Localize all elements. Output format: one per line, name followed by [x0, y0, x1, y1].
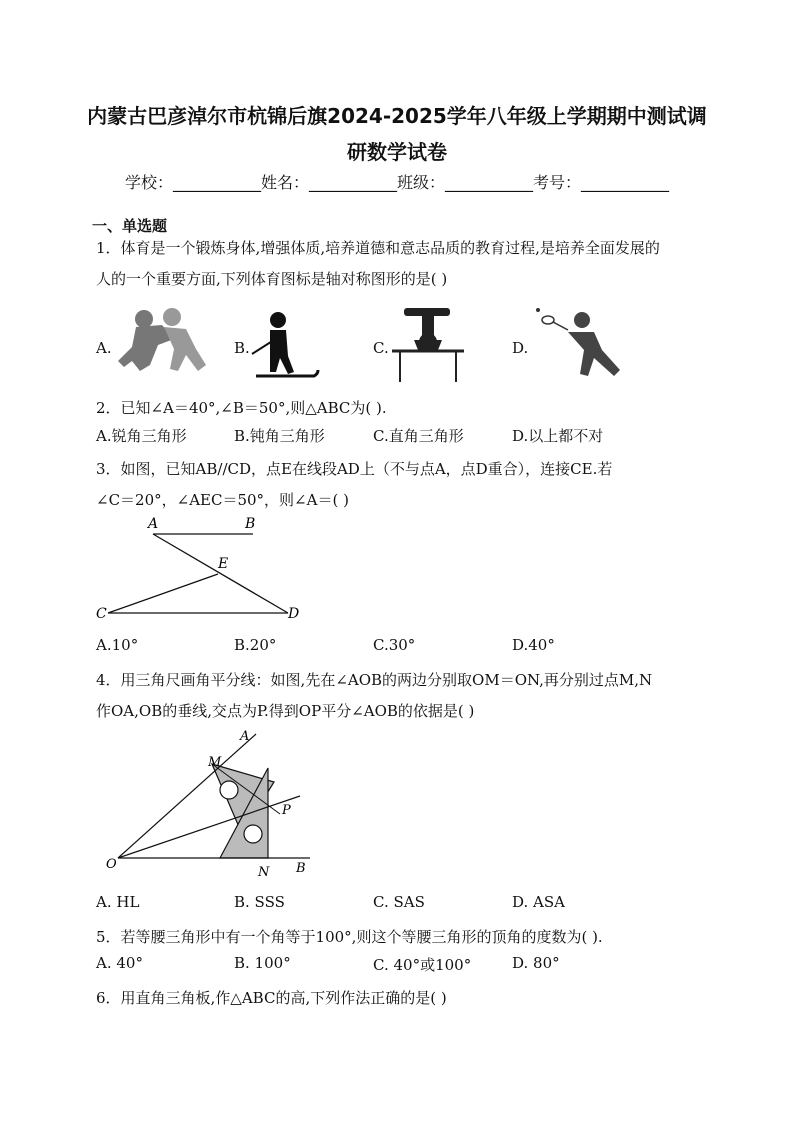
q2-option-c: C.直角三角形: [373, 427, 464, 445]
q2-option-b: B.钝角三角形: [234, 427, 325, 445]
label-c: C: [96, 606, 107, 622]
question-5-text: 5．若等腰三角形中有一个角等于100°,则这个等腰三角形的顶角的度数为( ).: [96, 928, 603, 946]
segment-ad: [153, 534, 288, 613]
question-4-text-line1: 4．用三角尺画角平分线：如图,先在∠AOB的两边分别取OM＝ON,再分别过点M,N: [96, 671, 653, 689]
label-d: D: [288, 606, 300, 622]
segment-ce: [108, 574, 218, 613]
question-2-text: 2．已知∠A＝40°,∠B＝50°,则△ABC为( ).: [96, 399, 387, 417]
wrestling-pictogram-icon: [114, 305, 218, 377]
q1-option-c-label: C.: [373, 339, 389, 357]
label-a: A: [148, 516, 159, 532]
q2-option-a: A.锐角三角形: [96, 427, 187, 445]
q5-option-a: A. 40°: [96, 954, 143, 972]
q5-option-d: D. 80°: [512, 954, 560, 972]
label-p: P: [282, 803, 291, 818]
q3-geometry-figure: [90, 512, 310, 622]
vaulting-pictogram-icon: [388, 306, 468, 384]
label-b: B: [245, 516, 256, 532]
q4-option-d: D. ASA: [512, 893, 565, 911]
q4-option-b: B. SSS: [234, 893, 285, 911]
exam-title-line2: 研数学试卷: [347, 140, 447, 164]
question-3-text-line2: ∠C＝20°，∠AEC＝50°，则∠A＝( ): [96, 491, 349, 509]
exam-title-line1: 内蒙古巴彦淖尔市杭锦后旗2024-2025学年八年级上学期期中测试调: [87, 104, 707, 128]
skiing-pictogram-icon: [248, 310, 320, 382]
q1-option-d-label: D.: [512, 339, 529, 357]
question-1-text-line2: 人的一个重要方面,下列体育图标是轴对称图形的是( ): [96, 270, 448, 288]
question-4-text-line2: 作OA,OB的垂线,交点为P.得到OP平分∠AOB的依据是( ): [96, 702, 475, 720]
q3-option-c: C.30°: [373, 636, 416, 654]
q3-option-a: A.10°: [96, 636, 139, 654]
student-info-line: 学校：___________姓名：___________班级：___________考号：___________: [124, 173, 669, 192]
label-b: B: [296, 861, 306, 876]
label-e: E: [218, 556, 229, 572]
q1-option-b-label: B.: [234, 339, 250, 357]
q1-option-a-label: A.: [96, 339, 112, 357]
q3-option-d: D.40°: [512, 636, 555, 654]
section-heading-single-choice: 一、单选题: [92, 217, 168, 235]
label-n: N: [258, 865, 270, 880]
question-6-text: 6．用直角三角板,作△ABC的高,下列作法正确的是( ): [96, 989, 447, 1007]
label-m: M: [208, 755, 222, 770]
q5-option-b: B. 100°: [234, 954, 291, 972]
q3-option-b: B.20°: [234, 636, 277, 654]
label-o: O: [106, 857, 117, 872]
q2-option-d: D.以上都不对: [512, 427, 604, 445]
badminton-pictogram-icon: [528, 306, 628, 380]
question-1-text-line1: 1．体育是一个锻炼身体,增强体质,培养道德和意志品质的教育过程,是培养全面发展的: [96, 239, 660, 257]
label-a: A: [240, 729, 250, 744]
q4-geometry-figure: [100, 722, 330, 882]
ray-op: [118, 796, 300, 858]
q4-option-c: C. SAS: [373, 893, 425, 911]
question-3-text-line1: 3．如图，已知AB//CD，点E在线段AD上（不与点A，点D重合），连接CE.若: [96, 460, 613, 478]
q4-option-a: A. HL: [96, 893, 140, 911]
q5-option-c: C. 40°或100°: [373, 956, 472, 974]
